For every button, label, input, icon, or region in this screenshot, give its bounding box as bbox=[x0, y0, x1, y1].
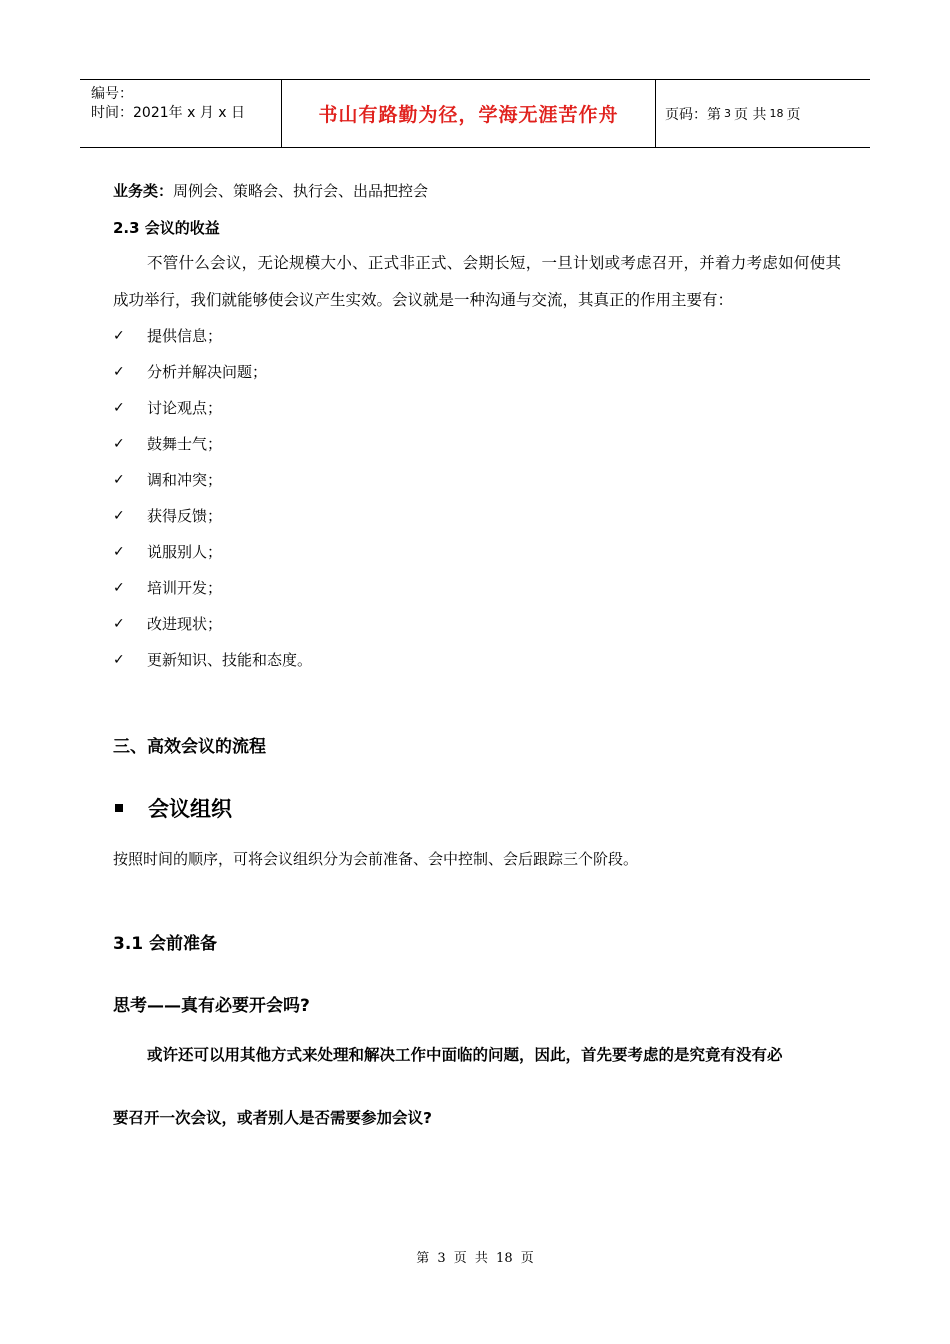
list-item: ✓ 分析并解决问题； bbox=[113, 363, 268, 381]
business-line bbox=[113, 180, 428, 201]
header-motto-cell bbox=[282, 80, 656, 147]
list-item: ✓ 说服别人； bbox=[113, 543, 223, 561]
section-2-3-heading: 2.3 会议的收益 bbox=[113, 219, 220, 237]
square-bullet-icon bbox=[115, 804, 123, 812]
check-icon: ✓ bbox=[113, 615, 125, 632]
page-footer: 第 3 页 共 18 页 bbox=[416, 1251, 534, 1266]
list-item: ✓ 提供信息； bbox=[113, 327, 223, 345]
org-text: 按照时间的顺序，可将会议组织分为会前准备、会中控制、会后跟踪三个阶段。 bbox=[113, 850, 639, 868]
list-item: ✓ 改进现状； bbox=[113, 615, 223, 633]
check-icon: ✓ bbox=[113, 363, 125, 380]
think-heading: 思考——真有必要开会吗? bbox=[113, 996, 310, 1016]
business-text: 周例会、策略会、执行会、出品把控会 bbox=[173, 182, 429, 200]
header-time: 时间：2021年 x 月 x 日 bbox=[91, 105, 246, 121]
list-item: ✓ 鼓舞士气； bbox=[113, 435, 223, 453]
org-heading: 会议组织 bbox=[113, 793, 232, 823]
check-icon: ✓ bbox=[113, 399, 125, 416]
check-icon: ✓ bbox=[113, 651, 125, 668]
section-3-1-heading: 3.1 会前准备 bbox=[113, 934, 218, 954]
section-3-heading: 三、高效会议的流程 bbox=[113, 737, 266, 757]
check-icon: ✓ bbox=[113, 507, 125, 524]
check-icon: ✓ bbox=[113, 543, 125, 560]
list-item: ✓ 调和冲突； bbox=[113, 471, 223, 489]
header-motto: 书山有路勤为径，学海无涯苦作舟 bbox=[318, 104, 619, 126]
check-icon: ✓ bbox=[113, 327, 125, 344]
header-info-cell bbox=[80, 80, 282, 147]
page-header bbox=[80, 79, 870, 148]
list-item: ✓ 培训开发； bbox=[113, 579, 223, 597]
list-item: ✓ 讨论观点； bbox=[113, 399, 223, 417]
business-label: 业务类： bbox=[113, 182, 174, 200]
check-icon: ✓ bbox=[113, 435, 125, 452]
header-number: 编号： bbox=[91, 86, 133, 102]
think-line-2: 要召开一次会议，或者别人是否需要参加会议? bbox=[113, 1109, 432, 1127]
header-page-cell: 页码：第 3 页 共 18 页 bbox=[665, 106, 801, 123]
section-2-3-paragraph: 不管什么会议，无论规模大小、正式非正式、会期长短，一旦计划或考虑召开，并着力考虑如何使其成功举行，我们就能够使会议产生实效。会议就是一种沟通与交流，其真正的作用主要有： bbox=[113, 254, 841, 309]
list-item: ✓ 获得反馈； bbox=[113, 507, 223, 525]
think-line-1: 或许还可以用其他方式来处理和解决工作中面临的问题，因此，首先要考虑的是究竟有没有必 bbox=[147, 1046, 783, 1064]
check-icon: ✓ bbox=[113, 579, 125, 596]
list-item: ✓ 更新知识、技能和态度。 bbox=[113, 651, 313, 669]
check-icon: ✓ bbox=[113, 471, 125, 488]
